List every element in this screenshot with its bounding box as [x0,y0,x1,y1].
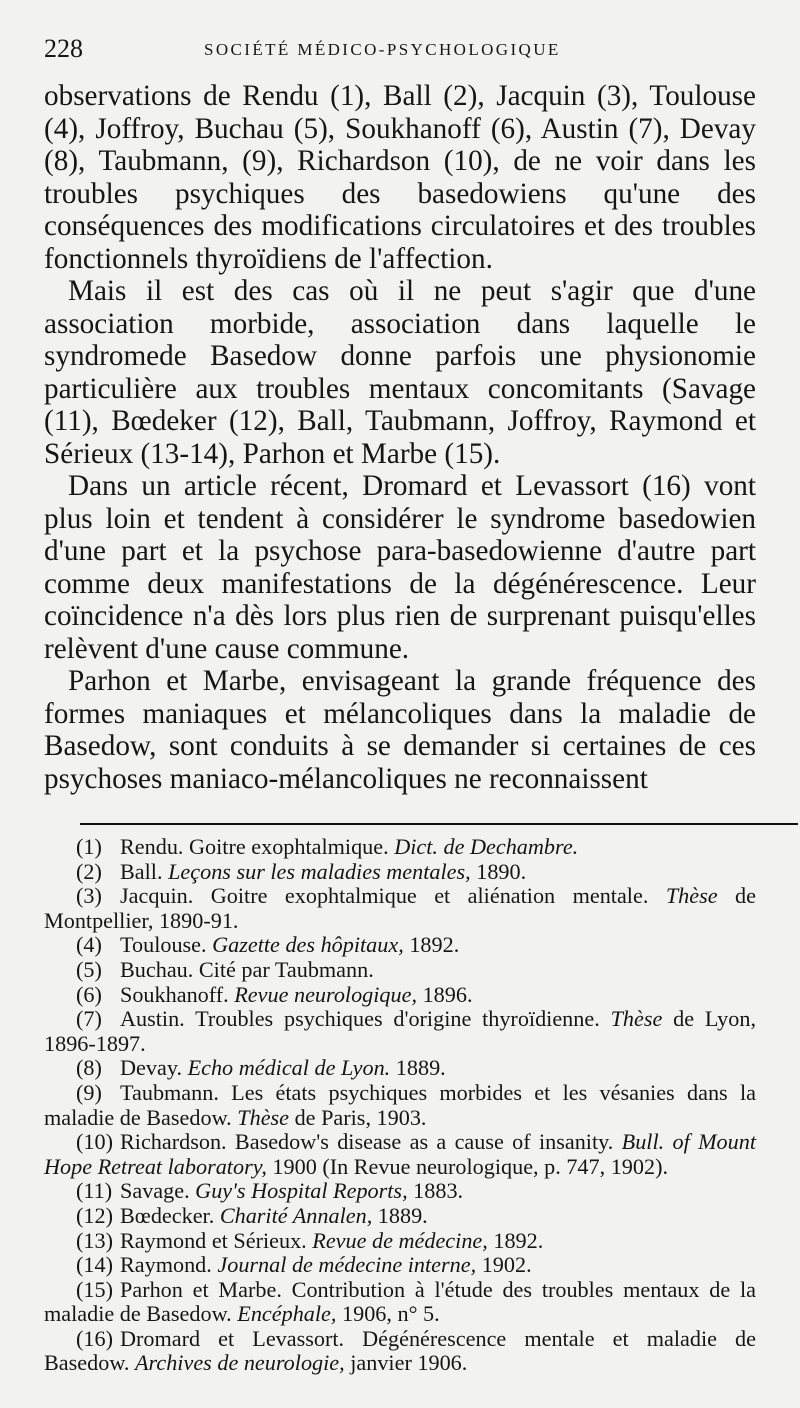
footnote [44,1229,756,1254]
footnote-text: Toulouse. [120,932,213,958]
footnote-number: (7) [76,1006,102,1032]
footnote-number: (8) [76,1055,102,1081]
footnote-text: Buchau. Cité par Taubmann. [120,956,374,982]
footnote-text: Rendu. Goitre exophtalmique. [120,834,395,859]
footnote-text: 1906, n° 5. [336,1301,440,1327]
footnote [44,958,756,983]
page-number: 228 [44,34,83,63]
footnote-text: de Lyon, 1896-1897. [44,1006,756,1056]
footnote-number: (15) [76,1276,113,1302]
footnote-text: 1889. [390,1055,446,1081]
footnote [44,1007,756,1056]
footnote-number: (3) [76,883,102,909]
footnote-text: Richardson. Basedow's disease as a cause of insanity. [120,1129,622,1155]
footnote-number: (10) [76,1129,113,1155]
footnote [44,933,756,958]
footnote-title: Leçons sur les maladies mentales, [168,858,471,884]
paragraph: Mais il est des cas où il ne peut s'agir que d'une association morbide, association dans laquelle le syndromede Basedow donne parfois une physionomie particulière aux troubles mentaux concomitants (Savage (11), Bœdeker (12), Ball, Taubmann, Joffroy, Raymond et Sérieux (13-14), Parhon et Marbe (15). [44,275,756,470]
footnote-text: 1900 (In Revue neurologique, p. 747, 1902). [266,1153,669,1179]
footnote [44,1327,756,1376]
footnote-title: Guy's Hospital Reports, [195,1178,408,1204]
footnote-text: Jacquin. Goitre exophtalmique et aliénation mentale. [120,883,666,909]
footnote-text: Parhon et Marbe. Contribution à l'étude des troubles mentaux de la maladie de Basedow. [44,1276,756,1327]
footnote-number: (12) [76,1202,113,1228]
footnote [44,835,756,860]
footnote-title: Revue neurologique, [234,981,418,1007]
footnote-title: Revue de médecine, [312,1227,488,1253]
page-header [44,24,756,80]
footnote [44,983,756,1008]
footnote [44,1179,756,1204]
footnote-text: Raymond. [120,1252,218,1278]
footnote-text: Bœdecker. [120,1202,220,1228]
footnote-text: Devay. [120,1055,188,1081]
footnote-text: 1889. [372,1202,428,1228]
footnote-title: Charité Annalen, [219,1202,373,1228]
footnote-number: (1) [76,834,102,859]
main-text [44,80,756,795]
running-head: SOCIÉTÉ MÉDICO-PSYCHOLOGIQUE [204,40,561,59]
paragraph: Dans un article récent, Dromard et Levassort (16) vont plus loin et tendent à considérer le syndrome basedowien d'une part et la psychose para-basedowienne d'autre part comme deux manifestations de la dégénérescence. Leur coïncidence n'a dès lors plus rien de surprenant puisqu'elles relèvent d'une cause commune. [44,470,756,665]
footnote-text: Taubmann. Les états psychiques morbides et les vésanies dans la maladie de Basedow. [44,1079,756,1130]
footnote [44,860,756,885]
footnote-text: Soukhanoff. [120,981,235,1007]
footnote-title: Dict. de Dechambre. [394,834,579,859]
footnote-text: Savage. [120,1178,196,1204]
footnote-title: Journal de médecine interne, [217,1252,477,1278]
footnote [44,1130,756,1179]
paragraph: Parhon et Marbe, envisageant la grande fréquence des formes maniaques et mélancoliques dans la maladie de Basedow, sont conduits à se demander si certaines de ces psychoses maniaco-mélancoliques ne reconnaissent [44,665,756,795]
footnote-number: (16) [76,1325,113,1351]
footnote [44,1278,756,1327]
footnote-text: Ball. [120,858,169,884]
footnote-text: de Paris, 1903. [289,1104,427,1130]
footnote-number: (13) [76,1227,113,1253]
footnote [44,1253,756,1278]
footnote-title: Gazette des hôpitaux, [212,932,404,958]
footnote-title: Bull. of Mount Hope Retreat laboratory, [44,1129,757,1179]
footnote-text: janvier 1906. [344,1350,468,1376]
footnote-divider [80,823,798,825]
footnote-title: Thèse [610,1006,663,1032]
paragraph: observations de Rendu (1), Ball (2), Jacquin (3), Toulouse (4), Joffroy, Buchau (5), Soukhanoff (6), Austin (7), Devay (8), Taubmann, (9), Richardson (10), de ne voir dans les troubles psychiques des basedowiens qu'une des conséquences des modifications circulatoires et des troubles fonctionnels thyroïdiens de l'affection. [44,80,756,275]
footnote [44,1204,756,1229]
footnote-text: Austin. Troubles psychiques d'origine thyroïdienne. [120,1006,611,1032]
footnote-text: 1892. [487,1227,544,1253]
footnote-number: (2) [76,858,102,884]
footnote-text: 1902. [476,1252,532,1278]
footnote-text: 1896. [417,981,473,1007]
footnote-title: Archives de neurologie, [135,1350,345,1376]
footnote-text: 1890. [470,858,527,884]
footnote-text: de Montpellier, 1890-91. [44,883,756,933]
footnote-title: Thèse [237,1104,290,1130]
footnote-text: Raymond et Sérieux. [120,1227,313,1253]
footnote-number: (6) [76,981,102,1007]
footnote-number: (11) [76,1178,113,1204]
footnote [44,1081,756,1130]
footnote [44,1056,756,1081]
footnote-text: 1883. [407,1178,464,1204]
footnote-text: 1892. [403,932,460,958]
footnote [44,884,756,933]
footnote-title: Echo médical de Lyon. [187,1055,391,1081]
footnote-number: (9) [76,1079,102,1105]
footnote-title: Encéphale, [237,1301,337,1327]
footnote-number: (5) [76,956,102,982]
footnote-number: (14) [76,1252,113,1278]
footnote-title: Thèse [665,883,718,909]
footnote-number: (4) [76,932,102,958]
footnote-text: Dromard et Levassort. Dégénérescence mentale et maladie de Basedow. [44,1325,756,1376]
footnotes [44,835,756,1376]
